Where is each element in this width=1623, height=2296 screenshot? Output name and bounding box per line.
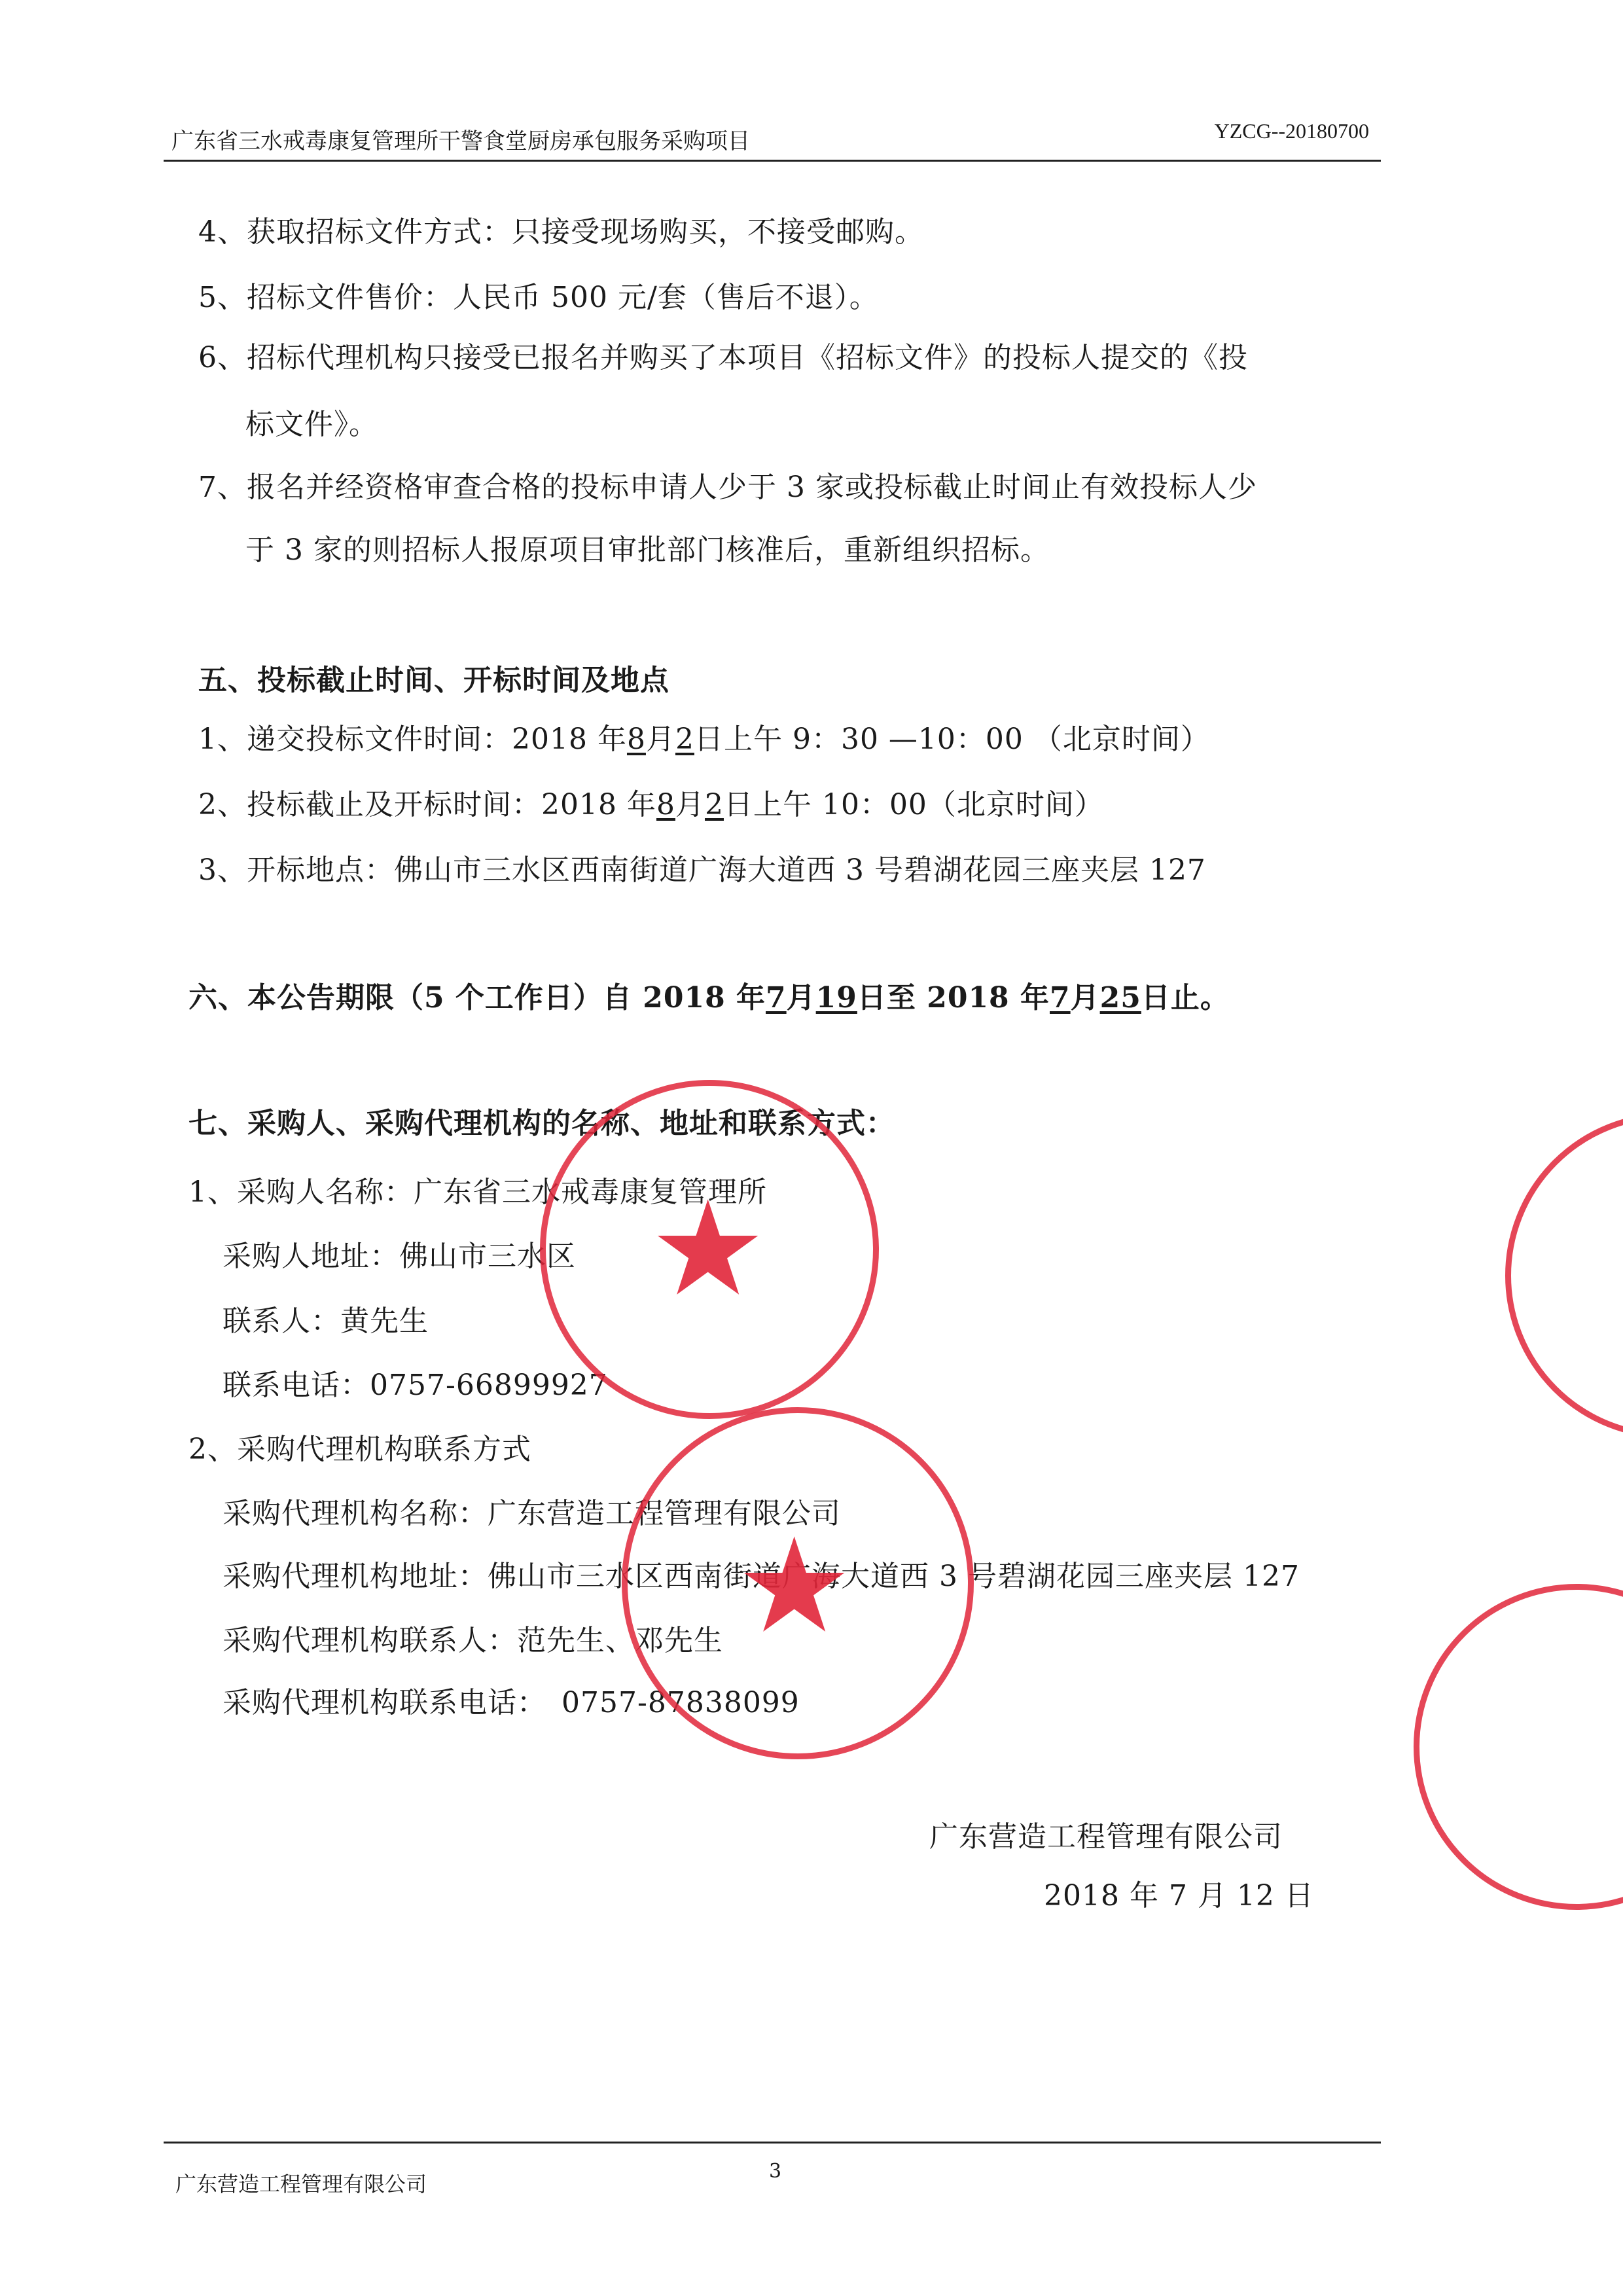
signature-date: 2018 年 7 月 12 日 (1044, 1879, 1314, 1912)
item-6: 6、招标代理机构只接受已报名并购买了本项目《招标文件》的投标人提交的《投 (198, 341, 1248, 374)
document-code: YZCG--20180700 (1214, 119, 1369, 143)
edge-seal-lower (1414, 1584, 1623, 1910)
item-7: 7、报名并经资格审查合格的投标申请人少于 3 家或投标截止时间止有效投标人少 (198, 471, 1257, 504)
section-5-heading: 五、投标截止时间、开标时间及地点 (198, 664, 669, 697)
purchaser-contact: 联系人：黄先生 (223, 1304, 429, 1338)
edge-seal-upper (1505, 1113, 1623, 1439)
item-5: 5、招标文件售价：人民币 500 元/套（售后不退）。 (198, 281, 879, 314)
purchaser-seal (540, 1080, 879, 1419)
agency-address: 采购代理机构地址：佛山市三水区西南街道广海大道西 3 号碧湖花园三座夹层 127 (223, 1560, 1300, 1593)
footer-company: 广东营造工程管理有限公司 (175, 2172, 427, 2197)
footer-rule (164, 2142, 1381, 2144)
section-7-heading: 七、采购人、采购代理机构的名称、地址和联系方式： (188, 1107, 895, 1140)
section-5-item-1: 1、递交投标文件时间：2018 年8月2日上午 9：30 —10：00 （北京时间） (198, 723, 1210, 756)
item-7-cont: 于 3 家的则招标人报原项目审批部门核准后，重新组织招标。 (245, 533, 1050, 567)
seal-star-icon: ★ (736, 1510, 853, 1662)
section-5-item-2: 2、投标截止及开标时间：2018 年8月2日上午 10：00（北京时间） (198, 788, 1104, 821)
purchaser-name: 1、采购人名称：广东省三水戒毒康复管理所 (188, 1175, 767, 1209)
header-title: 广东省三水戒毒康复管理所干警食堂厨房承包服务采购项目 (171, 128, 750, 154)
page-number: 3 (769, 2160, 782, 2183)
purchaser-phone: 联系电话：0757-66899927 (223, 1369, 608, 1402)
agency-heading: 2、采购代理机构联系方式 (188, 1433, 531, 1466)
section-6-notice-period: 六、本公告期限（5 个工作日）自 2018 年7月19日至 2018 年7月25日止。 (188, 981, 1230, 1014)
seal-star-icon: ★ (649, 1173, 767, 1325)
agency-contact: 采购代理机构联系人：范先生、邓先生 (223, 1624, 723, 1657)
agency-seal (622, 1407, 974, 1759)
item-6-cont: 标文件》。 (245, 408, 378, 441)
item-4: 4、获取招标文件方式：只接受现场购买，不接受邮购。 (198, 215, 924, 249)
agency-phone: 采购代理机构联系电话： 0757-87838099 (223, 1686, 800, 1719)
section-5-item-3: 3、开标地点：佛山市三水区西南街道广海大道西 3 号碧湖花园三座夹层 127 (198, 853, 1206, 887)
header-rule (164, 160, 1381, 162)
agency-name: 采购代理机构名称：广东营造工程管理有限公司 (223, 1497, 841, 1530)
signature-company: 广东营造工程管理有限公司 (929, 1820, 1283, 1854)
purchaser-address: 采购人地址：佛山市三水区 (223, 1240, 576, 1273)
